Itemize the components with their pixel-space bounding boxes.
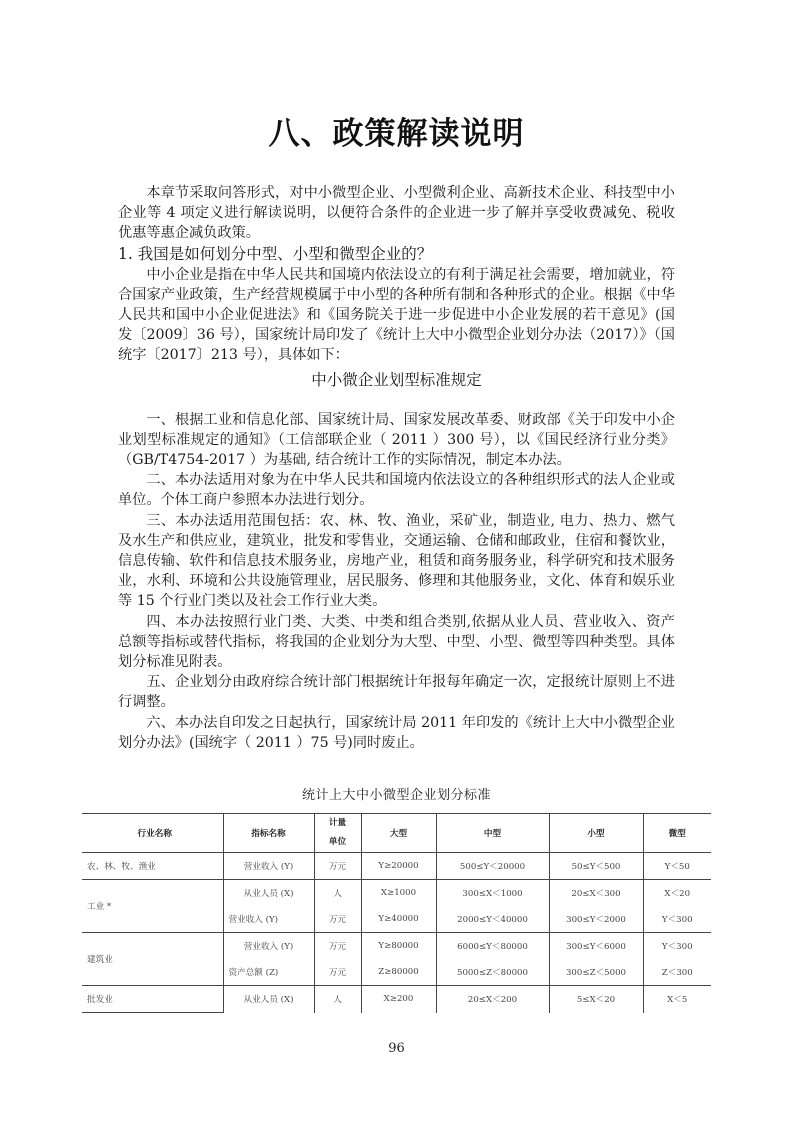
- indicator-cell: 从业人员 (X): [223, 986, 314, 1013]
- header-medium: 中型: [436, 814, 549, 853]
- indicator-cell: 营业收入 (Y): [223, 906, 314, 933]
- micro-cell: Y＜50: [643, 853, 711, 880]
- table-title: 统计上大中小微型企业划分标准: [301, 788, 491, 803]
- header-unit: [314, 814, 361, 853]
- small-cell: 20≤X＜300: [549, 880, 643, 907]
- article-paragraph: 五、企业划分由政府综合统计部门根据统计年报每年确定一次，定报统计原则上不进行调整。: [118, 674, 675, 711]
- intro-paragraph: 本章节采取问答形式，对中小微型企业、小型微利企业、高新技术企业、科技型中小企业等 4 项定义进行解读说明，以便符合条件的企业进一步了解并享受收费减免、税收优惠等惠企减负政策。: [118, 185, 675, 242]
- medium-cell: 2000≤Y＜40000: [436, 906, 549, 933]
- table-row: [82, 880, 711, 907]
- small-cell: 5≤X＜20: [549, 986, 643, 1013]
- large-cell: Z≥80000: [361, 959, 436, 986]
- industry-cell: 建筑业: [82, 933, 223, 986]
- large-cell: Y≥40000: [361, 906, 436, 933]
- header-micro: 微型: [643, 814, 711, 853]
- table-row: [82, 853, 711, 880]
- unit-cell: 万元: [314, 959, 361, 986]
- regulation-subheading: 中小微企业划型标准规定: [311, 370, 482, 389]
- answer-paragraph: 中小企业是指在中华人民共和国境内依法设立的有利于满足社会需要，增加就业，符合国家产业政策，生产经营规模属于中小型的各种所有制和各种形式的企业。根据《中华人民共和国中小企业促进法》和《国务院关于进一步促进中小企业发展的若干意见》(国发〔2009〕36 号），国家统计局印发了《统计上大中小微型企业划分办法（2017）》（国统字〔2017〕213 号），具体如下：: [118, 266, 675, 364]
- header-indicator: 指标名称: [223, 814, 314, 853]
- unit-cell: 万元: [314, 906, 361, 933]
- indicator-cell: 营业收入 (Y): [223, 933, 314, 960]
- large-cell: X≥200: [361, 986, 436, 1013]
- large-cell: Y≥20000: [361, 853, 436, 880]
- article-paragraph: 四、本办法按照行业门类、大类、中类和组合类别,依据从业人员、营业收入、资产总额等指标或替代指标，将我国的企业划分为大型、中型、小型、微型等四种类型。具体划分标准见附表。: [118, 613, 675, 671]
- industry-cell: 工业 *: [82, 880, 223, 933]
- article-paragraph: 六、本办法自印发之日起执行，国家统计局 2011 年印发的《统计上大中小微型企业划分办法》(国统字（ 2011 ）75 号)同时废止。: [118, 714, 675, 751]
- large-cell: Y≥80000: [361, 933, 436, 960]
- indicator-cell: 营业收入 (Y): [223, 853, 314, 880]
- article-paragraph: 二、本办法适用对象为在中华人民共和国境内依法设立的各种组织形式的法人企业或单位。个体工商户参照本办法进行划分。: [118, 472, 675, 509]
- micro-cell: Y＜300: [643, 906, 711, 933]
- unit-cell: 万元: [314, 853, 361, 880]
- question-heading: 1. 我国是如何划分中型、小型和微型企业的？: [118, 244, 433, 263]
- classification-table: [82, 813, 711, 1013]
- header-large: 大型: [361, 814, 436, 853]
- medium-cell: 300≤X＜1000: [436, 880, 549, 907]
- table-row: [82, 986, 711, 1013]
- article-paragraph: 三、本办法适用范围包括：农、林、牧、渔业，采矿业，制造业, 电力、热力、燃气及水生产和供应业，建筑业，批发和零售业，交通运输、仓储和邮政业，住宿和餐饮业，信息传输、软件和信息技术服务业，房地产业，租赁和商务服务业，科学研究和技术服务业，水利、环境和公共设施管理业，居民服务、修理和其他服务业，文化、体育和娱乐业等 15 个行业门类以及社会工作行业大类。: [118, 512, 675, 610]
- small-cell: 300≤Y＜6000: [549, 933, 643, 960]
- medium-cell: 20≤X＜200: [436, 986, 549, 1013]
- small-cell: 300≤Z＜5000: [549, 959, 643, 986]
- page-title: 八、政策解读说明: [268, 116, 525, 152]
- medium-cell: 500≤Y＜20000: [436, 853, 549, 880]
- indicator-cell: 资产总额 (Z): [223, 959, 314, 986]
- table-header-row: [82, 814, 711, 853]
- unit-cell: 万元: [314, 933, 361, 960]
- industry-cell: 批发业: [82, 986, 223, 1013]
- micro-cell: Y＜300: [643, 933, 711, 960]
- table-row: [82, 933, 711, 960]
- header-unit-line1: 计量: [328, 818, 347, 828]
- indicator-cell: 从业人员 (X): [223, 880, 314, 907]
- header-industry: 行业名称: [82, 814, 223, 853]
- page-number: 96: [388, 1041, 405, 1056]
- header-unit-line2: 单位: [328, 837, 347, 847]
- article-paragraph: 一、根据工业和信息化部、国家统计局、国家发展改革委、财政部《关于印发中小企业划型标准规定的通知》（工信部联企业（ 2011 ）300 号），以《国民经济行业分类》（GB/T4754-2017 ）为基础, 结合统计工作的实际情况，制定本办法。: [118, 411, 675, 469]
- medium-cell: 6000≤Y＜80000: [436, 933, 549, 960]
- micro-cell: X＜5: [643, 986, 711, 1013]
- small-cell: 50≤Y＜500: [549, 853, 643, 880]
- unit-cell: 人: [314, 880, 361, 907]
- industry-cell: 农、林、牧、渔业: [82, 853, 223, 880]
- micro-cell: X＜20: [643, 880, 711, 907]
- header-small: 小型: [549, 814, 643, 853]
- large-cell: X≥1000: [361, 880, 436, 907]
- medium-cell: 5000≤Z＜80000: [436, 959, 549, 986]
- unit-cell: 人: [314, 986, 361, 1013]
- document-body: [118, 183, 675, 753]
- small-cell: 300≤Y＜2000: [549, 906, 643, 933]
- micro-cell: Z＜300: [643, 959, 711, 986]
